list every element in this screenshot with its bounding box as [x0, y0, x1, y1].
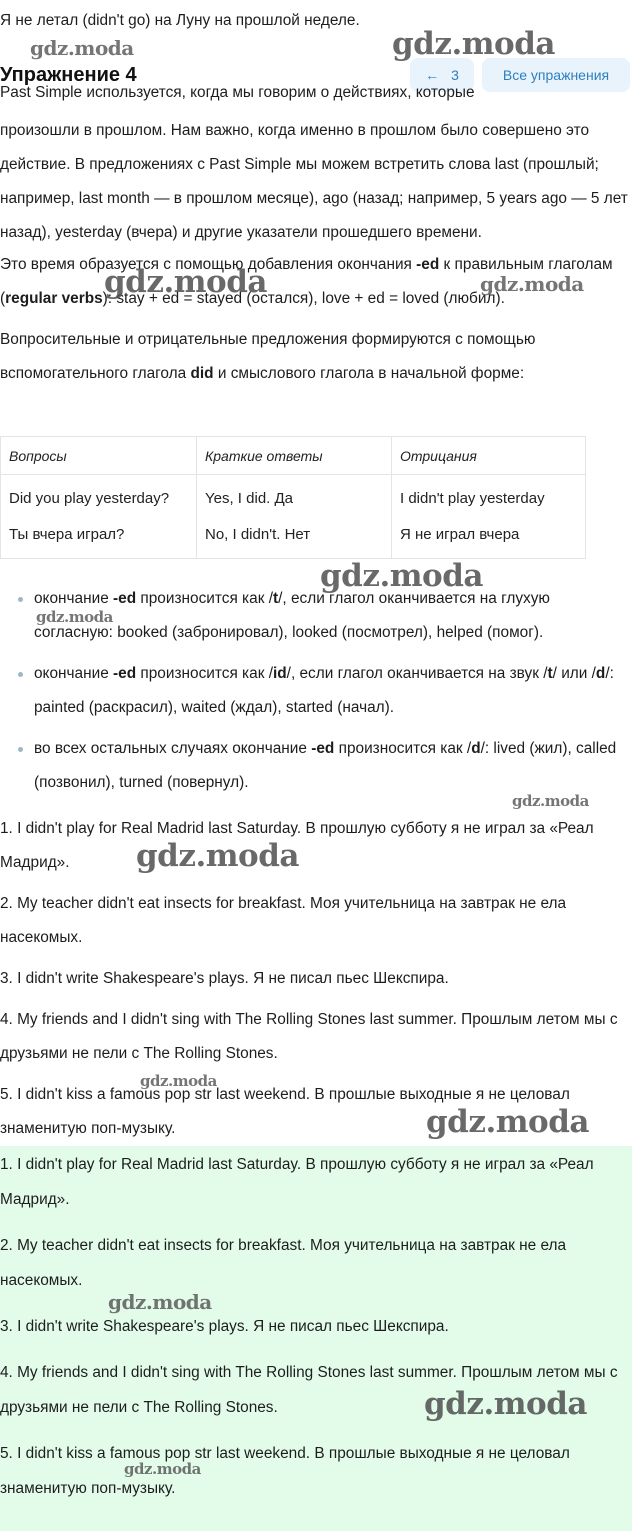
- table-header-row: [1, 437, 586, 475]
- grammar-table: [0, 436, 586, 559]
- answer-line: 2. My teacher didn't eat insects for breakfast. Моя учительница на завтрак не ела насекомых.: [0, 895, 567, 946]
- watermark: gdz.moda: [124, 1460, 201, 1478]
- watermark: gdz.moda: [320, 558, 483, 594]
- theory-paragraph-3: Вопросительные и отрицательные предложения формируются с помощью вспомогательного глагола did и смыслового глагола в начальной форме:: [0, 331, 536, 382]
- answer-line: 2. My teacher didn't eat insects for breakfast. Моя учительница на завтрак не ела насекомых.: [0, 1237, 567, 1289]
- bullet-icon: [18, 747, 23, 752]
- list-item: окончание -ed произносится как /id/, если глагол оканчивается на звук /t/ или /d/: painted (раскрасил), waited (ждал), started (начал).: [0, 657, 632, 725]
- watermark: gdz.moda: [426, 1104, 589, 1140]
- table-header: Краткие ответы: [197, 437, 392, 475]
- list-item: окончание -ed произносится как /t/, если глагол оканчивается на глухую согласную: booked (забронировал), looked (посмотрел), helped (помог).: [0, 582, 632, 650]
- pronunciation-rules-list: [0, 582, 632, 807]
- watermark: gdz.moda: [424, 1386, 587, 1422]
- previous-answer-line: Я не летал (didn't go) на Луну на прошлой неделе.: [0, 12, 360, 29]
- all-exercises-button[interactable]: Все упражнения: [482, 58, 630, 92]
- watermark: gdz.moda: [136, 838, 299, 874]
- watermark: gdz.moda: [36, 608, 113, 626]
- theory-paragraph-2: Это время образуется с помощью добавления окончания -ed к правильным глаголам (regular verbs): stay + ed = stayed (остался), love + ed = loved (любил).: [0, 256, 613, 307]
- table-cell: Did you play yesterday?: [1, 475, 197, 517]
- table-row: [1, 517, 586, 559]
- answer-line: 5. I didn't kiss a famous pop str last weekend. В прошлые выходные я не целовал знаменитую поп-музыку.: [0, 1445, 570, 1497]
- watermark: gdz.moda: [30, 36, 134, 60]
- exercise-title: Упражнение 4: [0, 64, 137, 86]
- watermark: gdz.moda: [108, 1290, 212, 1314]
- prev-exercise-number: 3: [451, 67, 459, 83]
- watermark: gdz.moda: [392, 26, 555, 62]
- watermark: gdz.moda: [512, 792, 589, 810]
- watermark: gdz.moda: [140, 1072, 217, 1090]
- watermark: gdz.moda: [104, 264, 267, 300]
- theory-cut-line: Past Simple используется, когда мы говорим о действиях, которые: [0, 84, 475, 101]
- table-header: Вопросы: [1, 437, 197, 475]
- table-cell: No, I didn't. Нет: [197, 517, 392, 559]
- table-cell: Yes, I did. Да: [197, 475, 392, 517]
- answer-section: [0, 812, 632, 1153]
- bullet-icon: [18, 672, 23, 677]
- bullet-icon: [18, 597, 23, 602]
- answer-line: 1. I didn't play for Real Madrid last Saturday. В прошлую субботу я не играл за «Реал Мадрид».: [0, 1156, 594, 1208]
- table-row: [1, 475, 586, 517]
- theory-paragraph-1: произошли в прошлом. Нам важно, когда именно в прошлом было совершено это действие. В предложениях с Past Simple мы можем встретить слова last (прошлый; например, last month — в прошлом месяце), ago (назад; например, 5 years ago — 5 лет назад), yesterday (вчера) и другие указатели прошедшего времени.: [0, 122, 628, 241]
- arrow-left-icon: ←: [425, 67, 440, 83]
- table-cell: Ты вчера играл?: [1, 517, 197, 559]
- answer-line: 5. I didn't kiss a famous pop str last weekend. В прошлые выходные я не целовал знаменитую поп-музыку.: [0, 1086, 570, 1137]
- answer-line: 4. My friends and I didn't sing with The Rolling Stones last summer. Прошлым летом мы с друзьями не пели с The Rolling Stones.: [0, 1011, 618, 1062]
- theory-section: [0, 84, 632, 391]
- table-cell: Я не играл вчера: [392, 517, 586, 559]
- answer-line: 3. I didn't write Shakespeare's plays. Я не писал пьес Шекспира.: [0, 1318, 449, 1335]
- answer-line: 4. My friends and I didn't sing with The Rolling Stones last summer. Прошлым летом мы с друзьями не пели с The Rolling Stones.: [0, 1364, 618, 1416]
- answer-line: 3. I didn't write Shakespeare's plays. Я не писал пьес Шекспира.: [0, 970, 449, 987]
- answer-highlight-box: [0, 1146, 632, 1531]
- list-item: во всех остальных случаях окончание -ed произносится как /d/: lived (жил), called (позвонил), turned (повернул).: [0, 732, 632, 800]
- table-header: Отрицания: [392, 437, 586, 475]
- watermark: gdz.moda: [480, 272, 584, 296]
- table-cell: I didn't play yesterday: [392, 475, 586, 517]
- answer-line: 1. I didn't play for Real Madrid last Saturday. В прошлую субботу я не играл за «Реал Мадрид».: [0, 820, 594, 871]
